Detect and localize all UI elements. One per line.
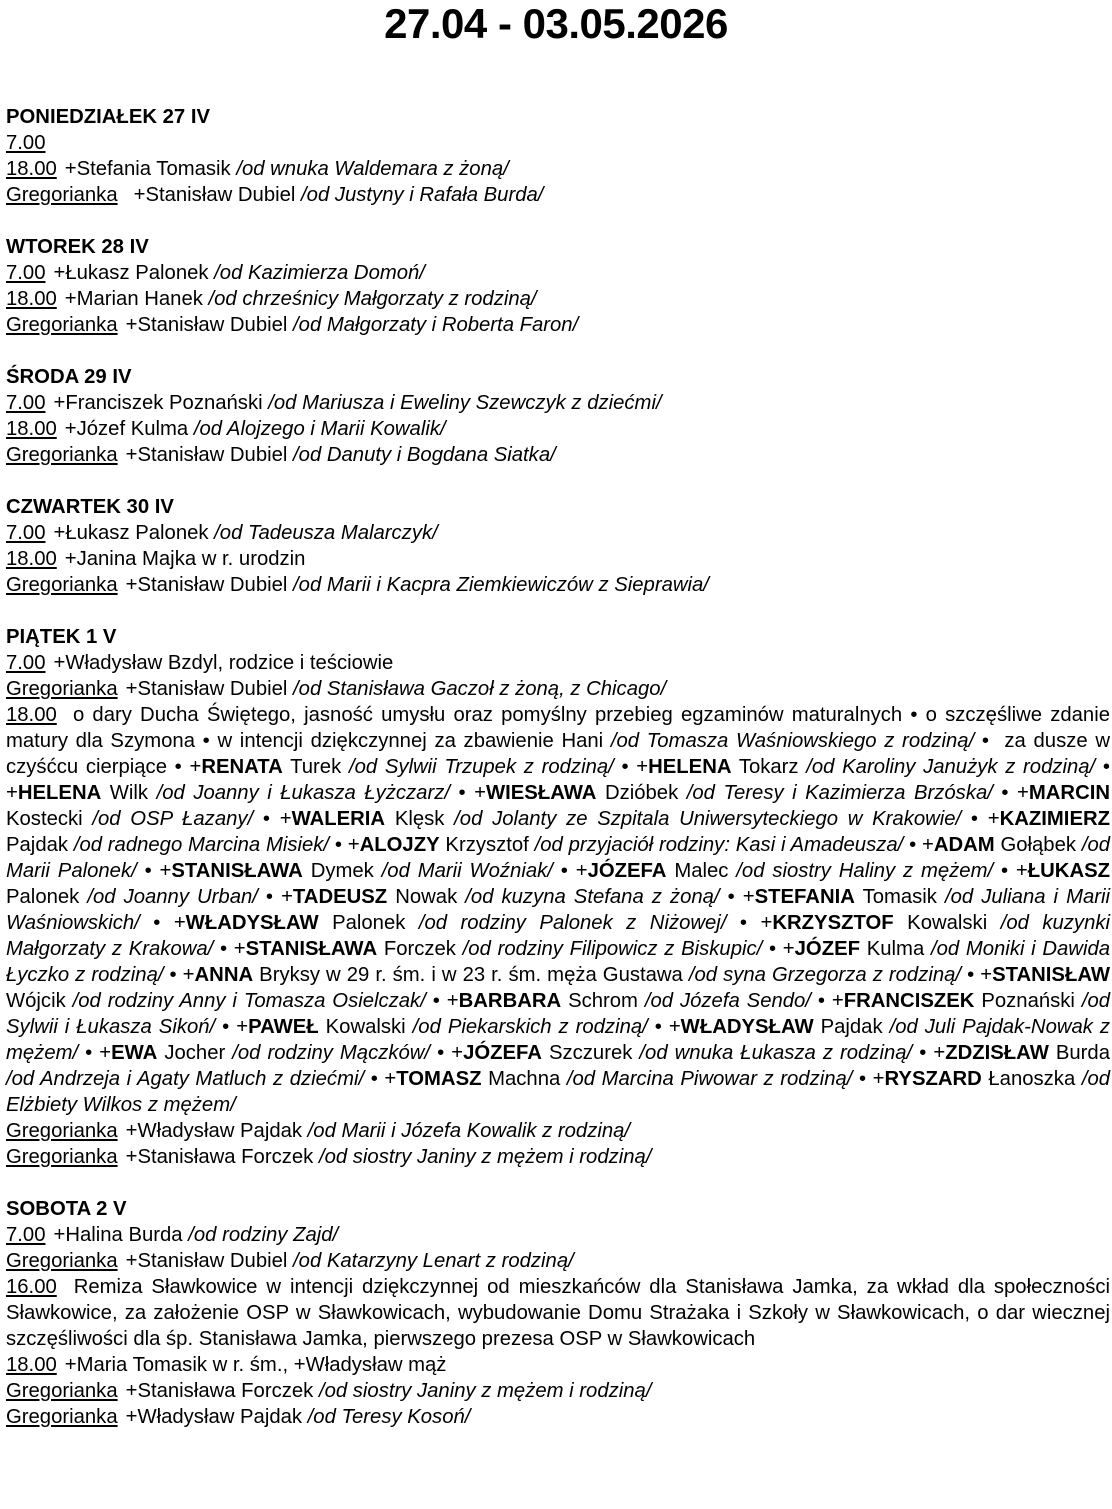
intention-note: /od syna Grzegorza z rodziną/: [688, 964, 962, 986]
mass-time: Gregorianka: [6, 1380, 118, 1402]
intention-name: +Stanisław Dubiel: [125, 574, 288, 596]
mass-time: 18.00: [6, 704, 57, 726]
deceased-last-name: Gołąbek: [1000, 834, 1077, 856]
mass-entry: [6, 650, 1110, 676]
deceased-first-name: MARCIN: [1028, 782, 1111, 804]
deceased-first-name: ALOJZY: [359, 834, 440, 856]
deceased-last-name: Turek: [290, 756, 342, 778]
collective-intro-note: /od Tomasza Waśniowskiego z rodziną/: [610, 730, 975, 752]
intention-note: /od Juli Pajdak-Nowak z mężem/: [6, 1016, 1111, 1064]
intention-note: /od rodziny Anny i Tomasza Osielczak/: [72, 990, 426, 1012]
intention-note: /od OSP Łazany/: [92, 808, 254, 830]
deceased-first-name: TOMASZ: [396, 1068, 482, 1090]
deceased-first-name: WALERIA: [291, 808, 386, 830]
mass-time: 7.00: [6, 262, 46, 284]
mass-entry: [6, 260, 1110, 286]
intention-note: /od Tadeusza Malarczyk/: [214, 522, 438, 544]
mass-time: 18.00: [6, 158, 57, 180]
mass-time: 16.00: [6, 1276, 57, 1298]
intention-name: +Stanisława Forczek: [125, 1146, 314, 1168]
day-heading: SOBOTA 2 V: [6, 1198, 127, 1220]
deceased-last-name: Tokarz: [738, 756, 799, 778]
intention-list: • +RENATA Turek /od Sylwii Trzupek z rodziną/ • +HELENA Tokarz /od Karoliny Janużyk z rodziną/ • +HELENA Wilk /od Joanny i Łukasza Łyżczarz/ • +WIESŁAWA Dzióbek /od Teresy i Kazimierza Brzóska/ • +MARCIN Kostecki /od OSP Łazany/ • +WALERIA Klęsk /od Jolanty ze Szpitala Uniwersyteckiego w Krakowie/ • +KAZIMIERZ Pajdak /od radnego Marcina Misiek/ • +ALOJZY Krzysztof /od przyjaciół rodziny: Kasi i Amadeusza/ • +ADAM Gołąbek /od Marii Palonek/ • +STANISŁAWA Dymek /od Marii Woźniak/ • +JÓZEFA Malec /od siostry Haliny z mężem/ • +ŁUKASZ Palonek /od Joanny Urban/ • +TADEUSZ Nowak /od kuzyna Stefana z żoną/ • +STEFANIA Tomasik /od Juliana i Marii Waśniowskich/ • +WŁADYSŁAW Palonek /od rodziny Palonek z Niżowej/ • +KRZYSZTOF Kowalski /od kuzynki Małgorzaty z Krakowa/ • +STANISŁAWA Forczek /od rodziny Filipowicz z Biskupic/ • +JÓZEF Kulma /od Moniki i Dawida Łyczko z rodziną/ • +ANNA Bryksy w 29 r. śm. i w 23 r. śm. męża Gustawa /od syna Grzegorza z rodziną/ • +STANISŁAW Wójcik /od rodziny Anny i Tomasza Osielczak/ • +BARBARA Schrom /od Józefa Sendo/ • +FRANCISZEK Poznański /od Sylwii i Łukasza Sikoń/ • +PAWEŁ Kowalski /od Piekarskich z rodziną/ • +WŁADYSŁAW Pajdak /od Juli Pajdak-Nowak z mężem/ • +EWA Jocher /od rodziny Mączków/ • +JÓZEFA Szczurek /od wnuka Łukasza z rodziną/ • +ZDZISŁAW Burda /od Andrzeja i Agaty Matluch z dziećmi/ • +TOMASZ Machna /od Marcina Piwowar z rodziną/ • +RYSZARD Łanoszka /od Elżbiety Wilkos z mężem/: [6, 756, 1111, 1116]
intention-name: +Marian Hanek: [64, 288, 203, 310]
intention-name: +Łukasz Palonek: [53, 522, 209, 544]
deceased-last-name: Jocher: [164, 1042, 226, 1064]
intention-note: /od Joanny Urban/: [87, 886, 258, 908]
intention-note: /od rodziny Mączków/: [232, 1042, 431, 1064]
intention-note: /od Stanisława Gaczoł z żoną, z Chicago/: [293, 678, 667, 700]
intention-item: [246, 938, 763, 960]
mass-entry: [6, 1404, 1110, 1430]
intention-note: /od Marii i Józefa Kowalik z rodziną/: [307, 1120, 631, 1142]
intention-item: [648, 756, 1095, 778]
deceased-last-name: Machna: [488, 1068, 561, 1090]
intention-note: /od siostry Haliny z mężem/: [736, 860, 994, 882]
day-block-thursday: [6, 494, 1110, 598]
mass-entry: [6, 1144, 1110, 1170]
intention-item: [186, 912, 727, 934]
intention-item: [360, 834, 904, 856]
intention-name: +Franciszek Poznański: [53, 392, 263, 414]
intention-note: /od Małgorzaty i Roberta Faron/: [293, 314, 579, 336]
intention-name: +Stefania Tomasik: [64, 158, 231, 180]
intention-name: +Stanisław Dubiel: [125, 1250, 288, 1272]
mass-entry: [6, 1352, 1110, 1378]
intention-note: /od Jolanty ze Szpitala Uniwersyteckiego w Krakowie/: [454, 808, 962, 830]
deceased-first-name: KRZYSZTOF: [772, 912, 894, 934]
deceased-last-name: Wójcik: [6, 990, 66, 1012]
mass-time: 18.00: [6, 418, 57, 440]
deceased-first-name: JÓZEFA: [463, 1042, 542, 1064]
deceased-last-name: Poznański: [981, 990, 1075, 1012]
deceased-first-name: WŁADYSŁAW: [680, 1016, 814, 1038]
intention-name: +Halina Burda: [53, 1224, 183, 1246]
intention-note: /od Mariusza i Eweliny Szewczyk z dziećmi/: [268, 392, 662, 414]
deceased-first-name: STANISŁAWA: [171, 860, 303, 882]
mass-entry: [6, 182, 1110, 208]
mass-time: Gregorianka: [6, 1120, 118, 1142]
intention-name: +Stanisława Forczek: [125, 1380, 314, 1402]
intention-note: /od Józefa Sendo/: [644, 990, 811, 1012]
intention-note: /od Marii Palonek/: [6, 834, 1111, 882]
intention-item: [292, 808, 962, 830]
intention-note: /od wnuka Waldemara z żoną/: [236, 158, 509, 180]
deceased-first-name: EWA: [111, 1042, 158, 1064]
intention-note: /od rodziny Palonek z Niżowej/: [418, 912, 727, 934]
remiza-text: Remiza Sławkowice w intencji dziękczynnej od mieszkańców dla Stanisława Jamka, za wkład dla społeczności Sławkowice, za założenie OSP w Sławkowicach, wybudowanie Domu Strażaka i Szkoły w Sławkowicach, o dar wiecznej szczęśliwości dla śp. Stanisława Jamka, pierwszego prezesa OSP w Sławkowicach: [6, 1276, 1111, 1350]
mass-time: 7.00: [6, 652, 46, 674]
intention-item: [463, 1042, 912, 1064]
mass-time: Gregorianka: [6, 314, 118, 336]
deceased-last-name: Dzióbek: [604, 782, 679, 804]
deceased-last-name: Łanoszka: [988, 1068, 1076, 1090]
intention-note: /od Sylwii i Łukasza Sikoń/: [6, 990, 1111, 1038]
day-block-monday: [6, 104, 1110, 208]
deceased-first-name: ZDZISŁAW: [945, 1042, 1049, 1064]
deceased-last-name: Klęsk: [394, 808, 445, 830]
intention-item: [588, 860, 994, 882]
deceased-first-name: ANNA: [194, 964, 254, 986]
mass-entry: [6, 1248, 1110, 1274]
intention-note: /od wnuka Łukasza z rodziną/: [639, 1042, 913, 1064]
mass-time: 7.00: [6, 1224, 46, 1246]
intention-note: /od Piekarskich z rodziną/: [412, 1016, 648, 1038]
mass-time: Gregorianka: [6, 184, 118, 206]
deceased-first-name: TADEUSZ: [292, 886, 388, 908]
intention-item: [293, 886, 720, 908]
intention-note: /od Karoliny Janużyk z rodziną/: [806, 756, 1096, 778]
deceased-last-name: Pajdak: [6, 834, 69, 856]
page-title: 27.04 - 03.05.2026: [384, 0, 728, 47]
mass-entry: [6, 156, 1110, 182]
intention-note: /od rodziny Filipowicz z Biskupic/: [462, 938, 763, 960]
intention-item: [18, 782, 450, 804]
mass-entry: [6, 1118, 1110, 1144]
mass-entry: [6, 520, 1110, 546]
day-heading: ŚRODA 29 IV: [6, 366, 132, 388]
intention-note: /od Marcina Piwowar z rodziną/: [566, 1068, 853, 1090]
day-block-friday: [6, 624, 1110, 1170]
collective-intro: o dary Ducha Świętego, jasność umysłu oraz pomyślny przebieg egzaminów maturalnych • o szczęśliwe zdanie matury dla Szymona • w intencji dziękczynnej za zbawienie Hani: [6, 704, 1110, 752]
intention-item: [201, 756, 613, 778]
mass-time: Gregorianka: [6, 444, 118, 466]
mass-entry: [6, 1222, 1110, 1248]
mass-entry: [6, 390, 1110, 416]
mass-time: 18.00: [6, 288, 57, 310]
intention-note: /od Andrzeja i Agaty Matluch z dziećmi/: [6, 1068, 365, 1090]
deceased-last-name: Tomasik: [862, 886, 937, 908]
deceased-last-name: Malec: [674, 860, 729, 882]
intention-name: +Stanisław Dubiel: [133, 184, 296, 206]
intention-item: [171, 860, 553, 882]
deceased-last-name: Dymek: [310, 860, 374, 882]
intention-note: /od Elżbiety Wilkos z mężem/: [6, 1068, 1111, 1116]
deceased-first-name: STANISŁAW: [992, 964, 1111, 986]
intention-note: /od Moniki i Dawida Łyczko z rodziną/: [6, 938, 1111, 986]
mass-time: Gregorianka: [6, 574, 118, 596]
intention-note: /od Juliana i Marii Waśniowskich/: [6, 886, 1111, 934]
schedule: [6, 104, 1110, 1456]
intention-note: /od Kazimierza Domoń/: [214, 262, 425, 284]
mass-time: 7.00: [6, 522, 46, 544]
mass-time: Gregorianka: [6, 1250, 118, 1272]
deceased-last-name: Schrom: [568, 990, 638, 1012]
intention-name: +Stanisław Dubiel: [125, 678, 288, 700]
mass-entry: [6, 416, 1110, 442]
deceased-last-name: Nowak: [395, 886, 458, 908]
intention-item: [396, 1068, 852, 1090]
day-heading: CZWARTEK 30 IV: [6, 496, 174, 518]
intention-note: /od chrześnicy Małgorzaty z rodziną/: [208, 288, 537, 310]
deceased-first-name: JÓZEFA: [587, 860, 667, 882]
mass-time: 18.00: [6, 1354, 57, 1376]
mass-time: 7.00: [6, 392, 46, 414]
intention-note: /od Joanny i Łukasza Łyżczarz/: [156, 782, 450, 804]
mass-entry: [6, 546, 1110, 572]
intention-name: +Władysław Pajdak: [125, 1406, 303, 1428]
mass-time: Gregorianka: [6, 1406, 118, 1428]
mass-entry: [6, 676, 1110, 702]
intention-item: [248, 1016, 648, 1038]
deceased-first-name: RYSZARD: [884, 1068, 982, 1090]
intention-note: /od przyjaciół rodziny: Kasi i Amadeusza/: [534, 834, 904, 856]
collective-intentions: 18.00 o dary Ducha Świętego, jasność umysłu oraz pomyślny przebieg egzaminów maturalnych • o szczęśliwe zdanie matury dla Szymona • w intencji dziękczynnej za zbawienie Hani /od Tomasza Waśniowskiego z rodziną/ • za dusze w czyśćcu cierpiące • +RENATA Turek /od Sylwii Trzupek z rodziną/ • +HELENA Tokarz /od Karoliny Janużyk z rodziną/ • +HELENA Wilk /od Joanny i Łukasza Łyżczarz/ • +WIESŁAWA Dzióbek /od Teresy i Kazimierza Brzóska/ • +MARCIN Kostecki /od OSP Łazany/ • +WALERIA Klęsk /od Jolanty ze Szpitala Uniwersyteckiego w Krakowie/ • +KAZIMIERZ Pajdak /od radnego Marcina Misiek/ • +ALOJZY Krzysztof /od przyjaciół rodziny: Kasi i Amadeusza/ • +ADAM Gołąbek /od Marii Palonek/ • +STANISŁAWA Dymek /od Marii Woźniak/ • +JÓZEFA Malec /od siostry Haliny z mężem/ • +ŁUKASZ Palonek /od Joanny Urban/ • +TADEUSZ Nowak /od kuzyna Stefana z żoną/ • +STEFANIA Tomasik /od Juliana i Marii Waśniowskich/ • +WŁADYSŁAW Palonek /od rodziny Palonek z Niżowej/ • +KRZYSZTOF Kowalski /od kuzynki Małgorzaty z Krakowa/ • +STANISŁAWA Forczek /od rodziny Filipowicz z Biskupic/ • +JÓZEF Kulma /od Moniki i Dawida Łyczko z rodziną/ • +ANNA Bryksy w 29 r. śm. i w 23 r. śm. męża Gustawa /od syna Grzegorza z rodziną/ • +STANISŁAW Wójcik /od rodziny Anny i Tomasza Osielczak/ • +BARBARA Schrom /od Józefa Sendo/ • +FRANCISZEK Poznański /od Sylwii i Łukasza Sikoń/ • +PAWEŁ Kowalski /od Piekarskich z rodziną/ • +WŁADYSŁAW Pajdak /od Juli Pajdak-Nowak z mężem/ • +EWA Jocher /od rodziny Mączków/ • +JÓZEFA Szczurek /od wnuka Łukasza z rodziną/ • +ZDZISŁAW Burda /od Andrzeja i Agaty Matluch z dziećmi/ • +TOMASZ Machna /od Marcina Piwowar z rodziną/ • +RYSZARD Łanoszka /od Elżbiety Wilkos z mężem/: [6, 704, 1111, 1116]
intention-name: +Janina Majka w r. urodzin: [64, 548, 306, 570]
intention-note: /od Katarzyny Lenart z rodziną/: [293, 1250, 574, 1272]
intention-note: /od kuzyna Stefana z żoną/: [465, 886, 720, 908]
intention-name: +Łukasz Palonek: [53, 262, 209, 284]
intention-note: /od siostry Janiny z mężem i rodziną/: [318, 1380, 652, 1402]
deceased-first-name: KAZIMIERZ: [999, 808, 1111, 830]
deceased-last-name: Bryksy w 29 r. śm. i w 23 r. śm. męża Gustawa: [259, 964, 683, 986]
intention-note: /od radnego Marcina Misiek/: [73, 834, 330, 856]
deceased-last-name: Burda: [1055, 1042, 1110, 1064]
deceased-last-name: Kulma: [866, 938, 925, 960]
deceased-last-name: Palonek: [332, 912, 406, 934]
intention-name: +Władysław Pajdak: [125, 1120, 303, 1142]
deceased-first-name: HELENA: [17, 782, 102, 804]
mass-entry: [6, 572, 1110, 598]
intention-note: /od kuzynki Małgorzaty z Krakowa/: [6, 912, 1110, 960]
mass-time: Gregorianka: [6, 678, 118, 700]
deceased-first-name: ADAM: [933, 834, 995, 856]
intention-name: +Stanisław Dubiel: [125, 444, 288, 466]
intention-note: /od Danuty i Bogdana Siatka/: [293, 444, 556, 466]
collective-intro-2: za dusze w czyśćcu cierpiące: [6, 730, 1110, 778]
mass-entry: [6, 1378, 1110, 1404]
deceased-first-name: STANISŁAWA: [245, 938, 378, 960]
deceased-first-name: PAWEŁ: [248, 1016, 319, 1038]
deceased-last-name: Palonek: [6, 886, 80, 908]
deceased-first-name: BARBARA: [458, 990, 562, 1012]
intention-item: [111, 1042, 430, 1064]
deceased-last-name: Pajdak: [820, 1016, 883, 1038]
day-heading: PIĄTEK 1 V: [6, 626, 117, 648]
intention-note: /od Teresy i Kazimierza Brzóska/: [686, 782, 993, 804]
deceased-first-name: FRANCISZEK: [843, 990, 975, 1012]
intention-item: [486, 782, 993, 804]
deceased-first-name: HELENA: [648, 756, 732, 778]
intention-name: +Maria Tomasik w r. śm., +Władysław mąż: [64, 1354, 447, 1376]
deceased-last-name: Kowalski: [325, 1016, 406, 1038]
day-block-tuesday: [6, 234, 1110, 338]
intention-item: [459, 990, 811, 1012]
day-block-saturday: [6, 1196, 1110, 1430]
mass-entry: [6, 442, 1110, 468]
day-heading: WTOREK 28 IV: [6, 236, 149, 258]
remiza-intention: [6, 1274, 1110, 1352]
mass-time: Gregorianka: [6, 1146, 118, 1168]
deceased-first-name: ŁUKASZ: [1027, 860, 1111, 882]
intention-note: /od Alojzego i Marii Kowalik/: [193, 418, 446, 440]
mass-entry: [6, 130, 1110, 156]
deceased-first-name: JÓZEF: [794, 938, 861, 960]
deceased-first-name: WIESŁAWA: [486, 782, 597, 804]
mass-entry: [6, 286, 1110, 312]
intention-note: /od siostry Janiny z mężem i rodziną/: [318, 1146, 652, 1168]
deceased-first-name: STEFANIA: [754, 886, 855, 908]
intention-note: /od Justyny i Rafała Burda/: [301, 184, 544, 206]
mass-time: 7.00: [6, 132, 46, 154]
intention-note: /od Marii Woźniak/: [381, 860, 553, 882]
mass-entry: [6, 312, 1110, 338]
deceased-first-name: RENATA: [201, 756, 283, 778]
day-heading: PONIEDZIAŁEK 27 IV: [6, 106, 210, 128]
deceased-first-name: WŁADYSŁAW: [185, 912, 319, 934]
intention-note: /od Marii i Kacpra Ziemkiewiczów z Sieprawia/: [293, 574, 709, 596]
deceased-last-name: Szczurek: [548, 1042, 633, 1064]
intention-note: /od rodziny Zajd/: [188, 1224, 339, 1246]
deceased-last-name: Forczek: [383, 938, 456, 960]
deceased-last-name: Krzysztof: [445, 834, 529, 856]
mass-time: 18.00: [6, 548, 57, 570]
intention-name: +Władysław Bzdyl, rodzice i teściowie: [53, 652, 394, 674]
intention-note: /od Teresy Kosoń/: [307, 1406, 471, 1428]
day-block-wednesday: [6, 364, 1110, 468]
intention-item: [195, 964, 962, 986]
intention-name: +Stanisław Dubiel: [125, 314, 288, 336]
deceased-last-name: Wilk: [109, 782, 149, 804]
deceased-last-name: Kostecki: [6, 808, 83, 830]
intention-note: /od Sylwii Trzupek z rodziną/: [348, 756, 614, 778]
intention-name: +Józef Kulma: [64, 418, 189, 440]
deceased-last-name: Kowalski: [907, 912, 988, 934]
